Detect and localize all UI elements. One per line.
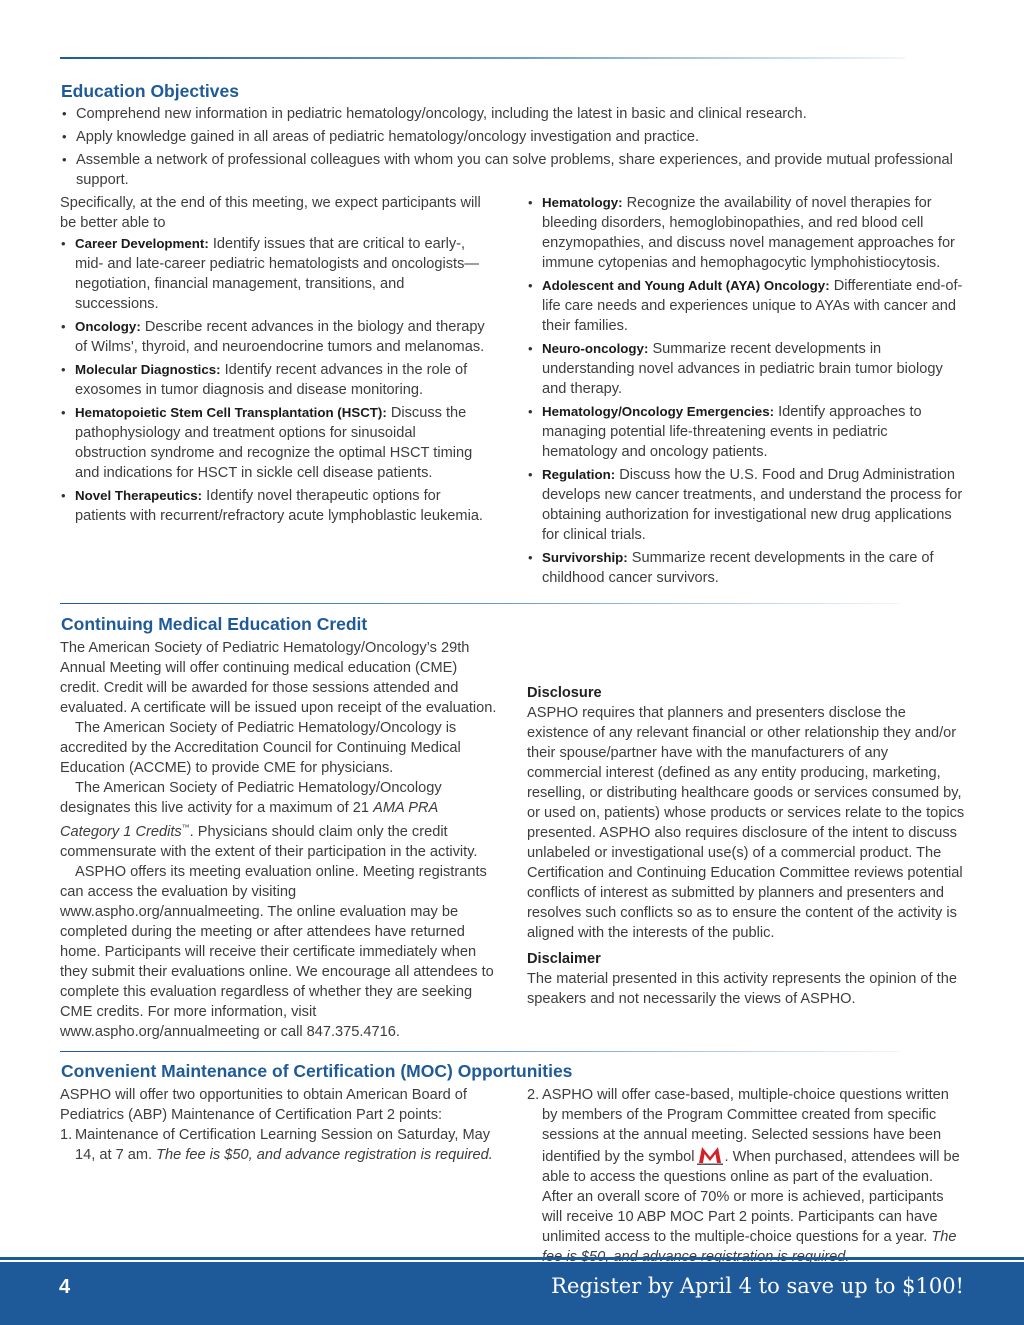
- education-objectives-heading: Education Objectives: [61, 81, 239, 101]
- disclosure-title: Disclosure: [527, 685, 602, 701]
- objective-text: Identify issues that are critical to early-, mid- and late-career pediatric hematologists and oncologists—negotiation, financial management, transitions, and successions.: [75, 236, 479, 312]
- moc-option-text: ASPHO will offer case-based, multiple-choice questions written by members of the Program Committee created from specific sessions at the annual meeting. Selected sessions have been identified by the symbol: [542, 1087, 949, 1165]
- objectives-intro: Specifically, at the end of this meeting, we expect participants will be better able to: [60, 195, 481, 231]
- section-rule: [60, 603, 900, 604]
- objective-text: Summarize recent developments in understanding novel advances in pediatric brain tumor biology and therapy.: [542, 341, 943, 397]
- moc-symbol-icon: [697, 1145, 723, 1165]
- footer-bar: [0, 1262, 1024, 1325]
- moc-heading: Convenient Maintenance of Certification (MOC) Opportunities: [61, 1061, 573, 1081]
- cme-evaluation-paragraph: ASPHO offers its meeting evaluation online. Meeting registrants can access the evaluation by visiting www.aspho.org/annualmeeting. The online evaluation may be completed during the meeting or after attendees have returned home. Participants will receive their certificate immediately when they submit their evaluations online. We encourage all attendees to complete this evaluation regardless of whether they are seeking CME credits. For more information, visit www.aspho.org/annualmeeting or call 847.375.4716.: [60, 863, 494, 1040]
- objective-text: Describe recent advances in the biology and therapy of Wilms', thyroid, and neuroendocrine tumors and melanomas.: [75, 319, 485, 355]
- footer-accent: [0, 1257, 1024, 1260]
- objective-title: Career Development:: [75, 236, 209, 251]
- objective-title: Adolescent and Young Adult (AYA) Oncology:: [542, 278, 830, 293]
- objectives-right-column: [527, 193, 963, 591]
- objective-item: [60, 360, 490, 400]
- disclaimer-text: The material presented in this activity represents the opinion of the speakers and not necessarily the views of ASPHO.: [527, 971, 957, 1007]
- cme-paragraph: [60, 778, 500, 862]
- list-number: 2.: [527, 1087, 540, 1103]
- list-item: [527, 1085, 963, 1267]
- cme-paragraph: The American Society of Pediatric Hematology/Oncology is accredited by the Accreditation Council for Continuing Medical Education (ACCME) to provide CME for physicians.: [60, 720, 461, 776]
- moc-option-text-cont: . When purchased, attendees will be able to access the questions online as part of the evaluation. After an overall score of 70% or more is achieved, participants will receive 10 ABP MOC Part 2 points. Participants can have unlimited access to the multiple-choice questions for a year.: [542, 1149, 960, 1245]
- list-item: • Apply knowledge gained in all areas of pediatric hematology/oncology investigation and practice.: [61, 127, 961, 147]
- cme-heading: Continuing Medical Education Credit: [61, 614, 368, 634]
- moc-options-list: [527, 1085, 963, 1267]
- objective-title: Hematopoietic Stem Cell Transplantation (HSCT):: [75, 405, 387, 420]
- cme-left-column: [60, 638, 500, 1042]
- section-rule: [60, 1051, 900, 1052]
- objective-title: Hematology:: [542, 195, 623, 210]
- objective-item: [527, 465, 963, 545]
- objective-text: Identify novel therapeutic options for patients with recurrent/refractory acute lymphoblastic leukemia.: [75, 488, 483, 524]
- objective-title: Neuro-oncology:: [542, 341, 649, 356]
- objective-text: Discuss the pathophysiology and treatment options for sinusoidal obstruction syndrome and recognize the optimal HSCT timing and indications for HSCT in sickle cell disease patients.: [75, 405, 473, 481]
- top-rule: [60, 57, 905, 59]
- cme-credit-text-start: The American Society of Pediatric Hematology/Oncology designates this live activity for a maximum of 21: [60, 780, 442, 816]
- objective-text: Recognize the availability of novel therapies for bleeding disorders, hemoglobinopathies, and red blood cell enzymopathies, and discuss novel management approaches for immune cytopenias and hemophagocytic lymphohistiocytosis.: [542, 195, 955, 271]
- cme-credit-text-end: . Physicians should claim only the credit commensurate with the extent of their participation in the activity.: [60, 823, 478, 860]
- objective-text: Identify recent advances in the role of exosomes in tumor diagnosis and disease monitoring.: [75, 362, 468, 398]
- list-item: • Assemble a network of professional colleagues with whom you can solve problems, share experiences, and provide mutual professional support.: [61, 150, 961, 190]
- moc-fee-note: The fee is $50, and advance registration is required.: [156, 1147, 493, 1163]
- objective-text: Identify approaches to managing potential life-threatening events in pediatric hematology and oncology patients.: [542, 404, 922, 460]
- objective-text: Summarize recent developments in the care of childhood cancer survivors.: [542, 550, 934, 586]
- trademark-mark: ™: [181, 823, 190, 832]
- moc-intro: ASPHO will offer two opportunities to obtain American Board of Pediatrics (ABP) Maintenance of Certification Part 2 points:: [60, 1087, 467, 1123]
- disclaimer-title: Disclaimer: [527, 951, 601, 967]
- objective-title: Hematology/Oncology Emergencies:: [542, 404, 775, 419]
- cme-right-column: [527, 683, 965, 1009]
- disclosure-text: ASPHO requires that planners and presenters disclose the existence of any relevant financial or other relationship they and/or their spouse/partner have with the manufacturers of any commercial interest (defined as any entity producing, marketing, reselling, or distributing healthcare goods or services consumed by, or used on, patients) whose products or services relate to the topics presented. ASPHO also requires disclosure of the intent to discuss unlabeled or investigational use(s) of a commercial product. The Certification and Continuing Education Committee reviews potential conflicts of interest as submitted by planners and presenters and resolves such conflicts so as to ensure the content of the activity is aligned with the interests of the public.: [527, 705, 965, 941]
- objective-text: Discuss how the U.S. Food and Drug Administration develops new cancer treatments, and understand the process for obtaining authorization for investigational new drug applications for clinical trials.: [542, 467, 963, 543]
- objective-item: [60, 317, 490, 357]
- moc-option-text: Maintenance of Certification Learning Session on Saturday, May 14, at 7 am.: [75, 1127, 491, 1163]
- moc-left-column: [60, 1085, 500, 1168]
- objective-item: [60, 486, 490, 526]
- education-objectives-list: [61, 104, 961, 193]
- objectives-left-column: [60, 193, 490, 529]
- objective-title: Novel Therapeutics:: [75, 488, 203, 503]
- cme-paragraph: The American Society of Pediatric Hematology/Oncology’s 29th Annual Meeting will offer continuing medical education (CME) credit. Credit will be awarded for those sessions attended and evaluated. A certificate will be issued upon receipt of the evaluation.: [60, 640, 497, 716]
- page-number: 4: [59, 1276, 71, 1298]
- list-item: [60, 1125, 500, 1165]
- list-number: 1.: [60, 1127, 73, 1143]
- objective-text: Differentiate end-of-life care needs and experiences unique to AYAs with cancer and their families.: [542, 278, 963, 334]
- list-item: • Comprehend new information in pediatric hematology/oncology, including the latest in basic and clinical research.: [61, 104, 961, 124]
- ama-pra-credit-name: AMA PRA Category 1 Credits: [60, 800, 438, 840]
- objective-title: Regulation:: [542, 467, 616, 482]
- registration-promo: Register by April 4 to save up to $100!: [551, 1274, 964, 1298]
- objective-item: [527, 402, 963, 462]
- moc-options-list: [60, 1125, 500, 1165]
- objective-item: [60, 234, 490, 314]
- objective-item: [527, 548, 963, 588]
- moc-fee-note: The: [931, 1229, 957, 1245]
- objective-item: [60, 403, 490, 483]
- objective-item: [527, 339, 963, 399]
- objective-title: Molecular Diagnostics:: [75, 362, 221, 377]
- objective-title: Survivorship:: [542, 550, 628, 565]
- moc-right-column: [527, 1085, 963, 1270]
- objective-item: [527, 276, 963, 336]
- objective-item: [527, 193, 963, 273]
- objective-title: Oncology:: [75, 319, 141, 334]
